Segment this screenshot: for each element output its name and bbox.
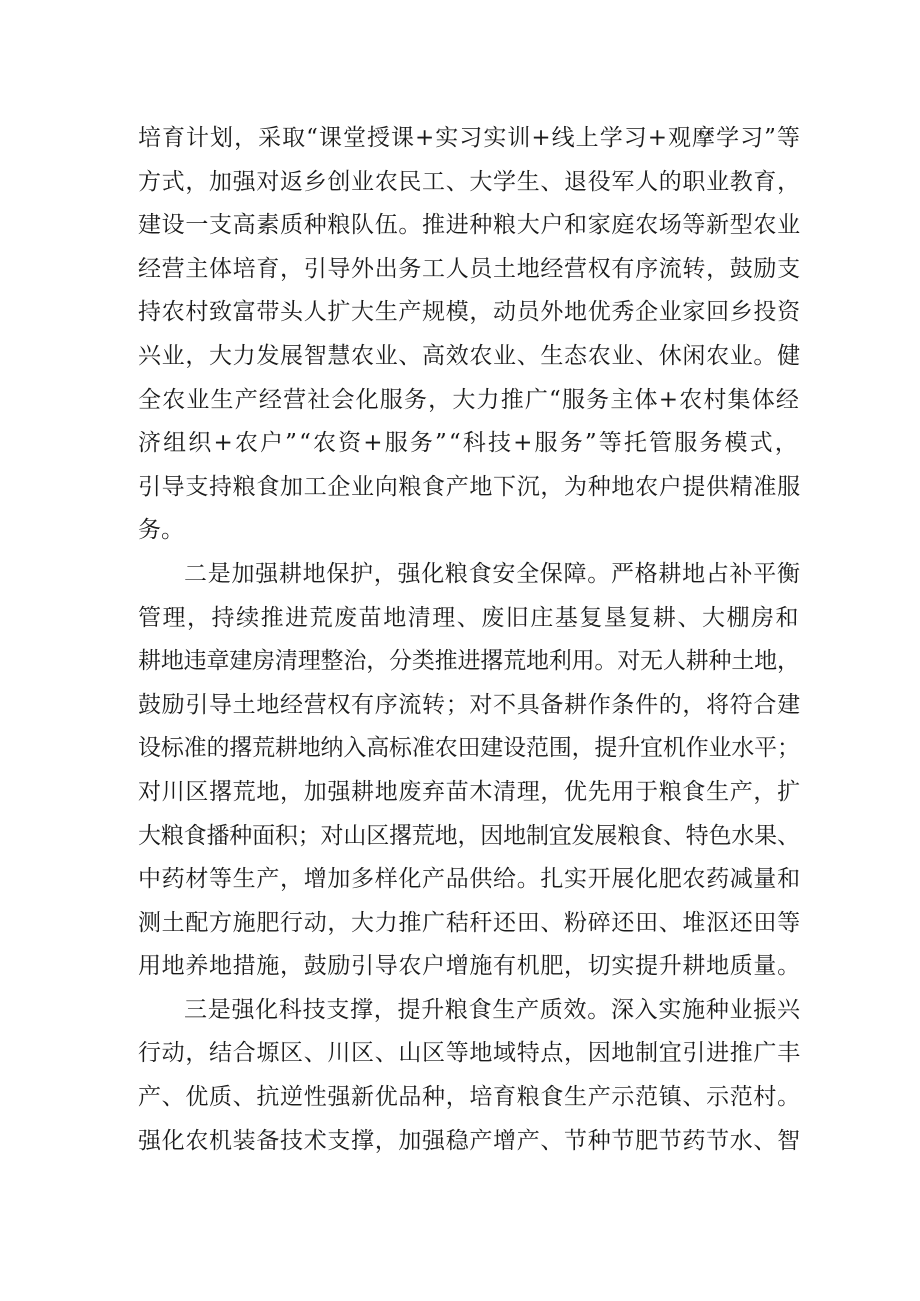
text-line: 全农业生产经营社会化服务，大力推广“服务主体+农村集体经: [138, 386, 801, 413]
text-line: 济组织+农户”“农资+服务”“科技+服务”等托管服务模式，: [138, 430, 800, 457]
text-line: 务。: [138, 517, 184, 544]
text-line: 持农村致富带头人扩大生产规模，动员外地优秀企业家回乡投资: [138, 299, 801, 326]
paragraph-start-line: 二是加强耕地保护，强化粮食安全保障。严格耕地占补平衡: [184, 560, 801, 587]
text-line: 方式，加强对返乡创业农民工、大学生、退役军人的职业教育，: [138, 168, 801, 195]
text-line: 大粮食播种面积；对山区撂荒地，因地制宜发展粮食、特色水果、: [138, 822, 800, 849]
text-line: 兴业，大力发展智慧农业、高效农业、生态农业、休闲农业。健: [138, 342, 801, 369]
text-line: 管理，持续推进荒废苗地清理、废旧庄基复垦复耕、大棚房和: [138, 604, 801, 631]
text-line: 对川区撂荒地，加强耕地废弃苗木清理，优先用于粮食生产，扩: [138, 778, 801, 805]
text-line: 经营主体培育，引导外出务工人员土地经营权有序流转，鼓励支: [138, 255, 801, 282]
text-line: 引导支持粮食加工企业向粮食产地下沉，为种地农户提供精准服: [138, 473, 801, 500]
text-line: 培育计划，采取“课堂授课+实习实训+线上学习+观摩学习”等: [138, 125, 801, 151]
text-line: 鼓励引导土地经营权有序流转；对不具备耕作条件的，将符合建: [138, 691, 801, 718]
text-line: 建设一支高素质种粮队伍。推进种粮大户和家庭农场等新型农业: [138, 212, 801, 239]
text-line: 产、优质、抗逆性强新优品种，培育粮食生产示范镇、示范村。: [138, 1084, 801, 1111]
text-line: 测土配方施肥行动，大力推广秸秆还田、粉碎还田、堆沤还田等: [138, 909, 801, 936]
text-line: 中药材等生产，增加多样化产品供给。扎实开展化肥农药减量和: [138, 866, 801, 893]
text-line: 强化农机装备技术支撑，加强稳产增产、节种节肥节药节水、智: [138, 1127, 801, 1154]
text-line: 耕地违章建房清理整治，分类推进撂荒地利用。对无人耕种土地，: [138, 648, 800, 675]
paragraph-start-line: 三是强化科技支撑，提升粮食生产质效。深入实施种业振兴: [184, 996, 801, 1023]
text-line: 设标准的撂荒耕地纳入高标准农田建设范围，提升宜机作业水平；: [138, 735, 800, 762]
body-text: [138, 117, 800, 1163]
text-line: 用地养地措施，鼓励引导农户增施有机肥，切实提升耕地质量。: [138, 953, 801, 980]
text-line: 行动，结合塬区、川区、山区等地域特点，因地制宜引进推广丰: [138, 1040, 801, 1067]
